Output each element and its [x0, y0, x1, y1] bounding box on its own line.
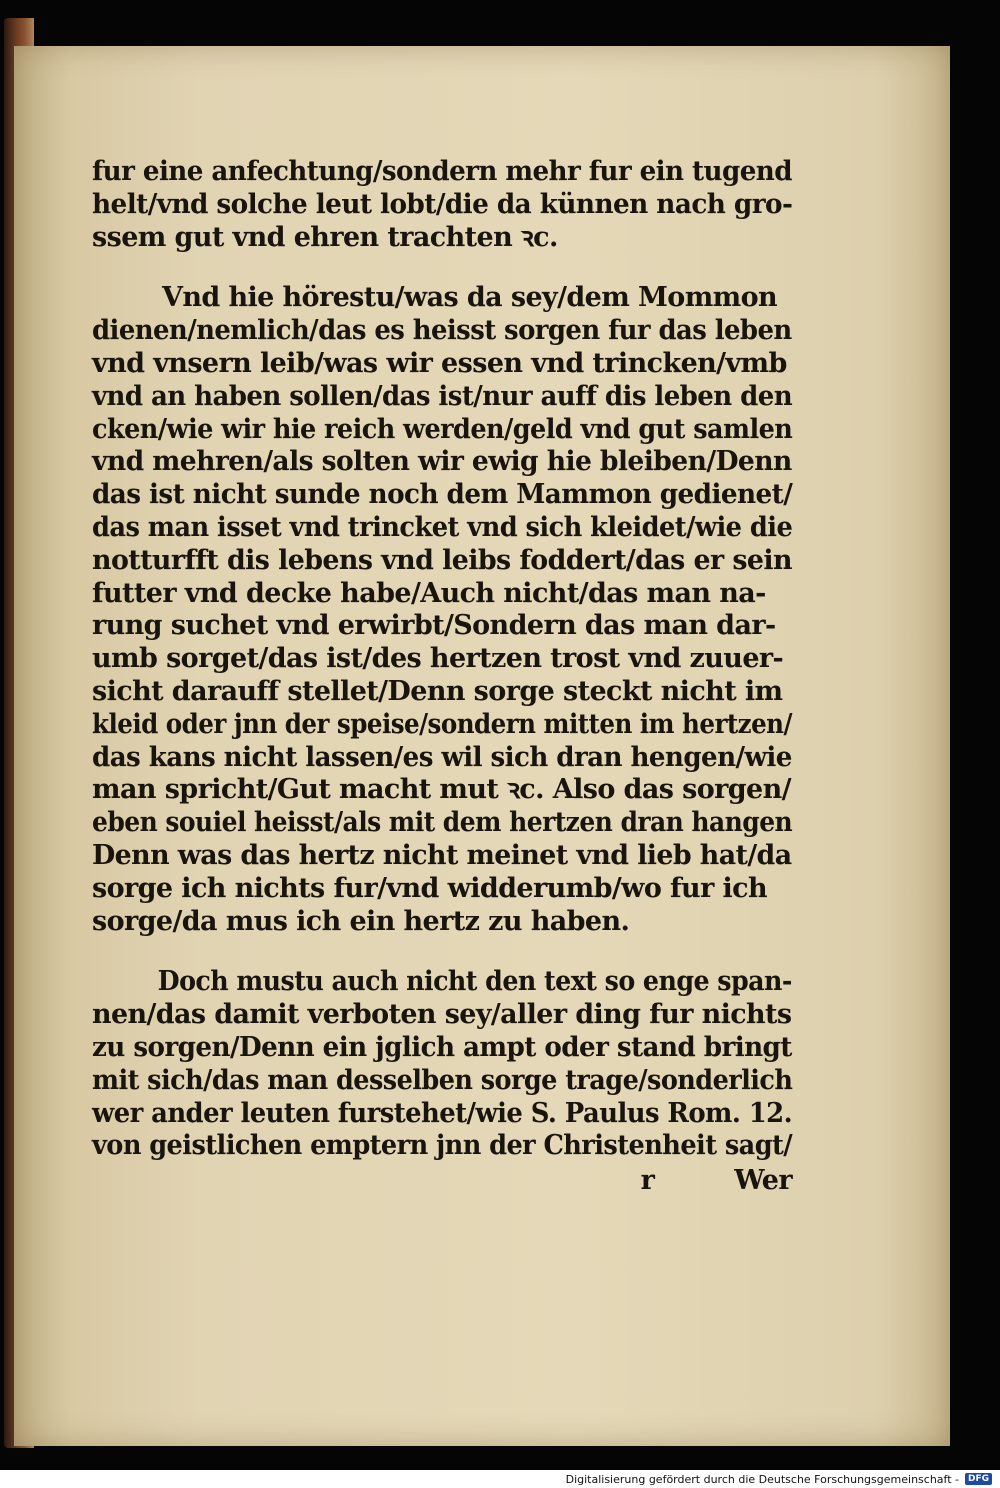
- paragraph: [92, 156, 792, 254]
- text-line: notturfft dis lebens vnd leibs foddert/das er sein: [92, 544, 792, 576]
- paragraph: [92, 966, 792, 1163]
- text-line: cken/wie wir hie reich werden/geld vnd gut samlen: [92, 413, 793, 445]
- book-page: [14, 46, 950, 1446]
- text-line: vnd an haben sollen/das ist/nur auff dis leben den: [92, 380, 793, 412]
- text-line: eben souiel heisst/als mit dem hertzen dran hangen: [92, 807, 793, 839]
- text-line: zu sorgen/Denn ein jglich ampt oder stand bringt: [92, 1031, 792, 1063]
- text-line: fur eine anfechtung/sondern mehr fur ein tugend: [92, 156, 792, 187]
- text-line: vnd mehren/als solten wir ewig hie bleiben/Denn: [92, 446, 792, 478]
- paragraph-gap: [92, 254, 792, 282]
- text-line: rung suchet vnd erwirbt/Sondern das man dar-: [92, 610, 776, 642]
- text-line: nen/das damit verboten sey/aller ding fur nichts: [92, 999, 792, 1031]
- page-text-block: [92, 156, 792, 1198]
- text-line: futter vnd decke habe/Auch nicht/das man na-: [92, 577, 766, 609]
- dfg-logo: DFG: [965, 1473, 992, 1485]
- text-line: das man isset vnd trincket vnd sich kleidet/wie die: [92, 511, 793, 543]
- text-line: wer ander leuten furstehet/wie S. Paulus Rom. 12.: [92, 1097, 793, 1129]
- paragraph-gap: [92, 938, 792, 966]
- text-line: Denn was das hertz nicht meinet vnd lieb hat/da: [92, 839, 792, 871]
- text-line: Vnd hie hörestu/was da sey/dem Mommon: [162, 282, 778, 314]
- catchword: Wer: [734, 1165, 792, 1197]
- catchline: [92, 1165, 792, 1198]
- digitization-footer: [0, 1470, 1000, 1488]
- paragraph: [92, 282, 792, 938]
- text-line: vnd vnsern leib/was wir essen vnd trincken/vmb: [92, 347, 787, 379]
- text-line: Doch mustu auch nicht den text so enge span-: [157, 966, 792, 998]
- text-line: das ist nicht sunde noch dem Mammon gedienet/: [92, 479, 793, 511]
- text-line: kleid oder jnn der speise/sondern mitten im hertzen/: [92, 708, 792, 740]
- text-line: ssem gut vnd ehren trachten ꝛc.: [92, 221, 558, 253]
- footer-credit-text: Digitalisierung gefördert durch die Deutsche Forschungsgemeinschaft -: [565, 1472, 959, 1486]
- text-line: umb sorget/das ist/des hertzen trost vnd zuuer-: [92, 643, 784, 675]
- text-line: dienen/nemlich/das es heisst sorgen fur das leben: [92, 315, 792, 347]
- text-line: mit sich/das man desselben sorge trage/sonderlich: [92, 1064, 793, 1096]
- text-line: man spricht/Gut macht mut ꝛc. Also das sorgen/: [92, 774, 791, 806]
- text-line: helt/vnd solche leut lobt/die da künnen nach gro-: [92, 188, 793, 220]
- text-line: das kans nicht lassen/es wil sich dran hengen/wie: [92, 741, 792, 773]
- text-line: von geistlichen emptern jnn der Christenheit sagt/: [92, 1130, 793, 1162]
- signature-mark: r: [640, 1165, 655, 1197]
- text-line: sicht darauff stellet/Denn sorge steckt nicht im: [92, 675, 783, 707]
- text-line: sorge/da mus ich ein hertz zu haben.: [92, 905, 630, 937]
- text-line: sorge ich nichts fur/vnd widderumb/wo fur ich: [92, 872, 768, 904]
